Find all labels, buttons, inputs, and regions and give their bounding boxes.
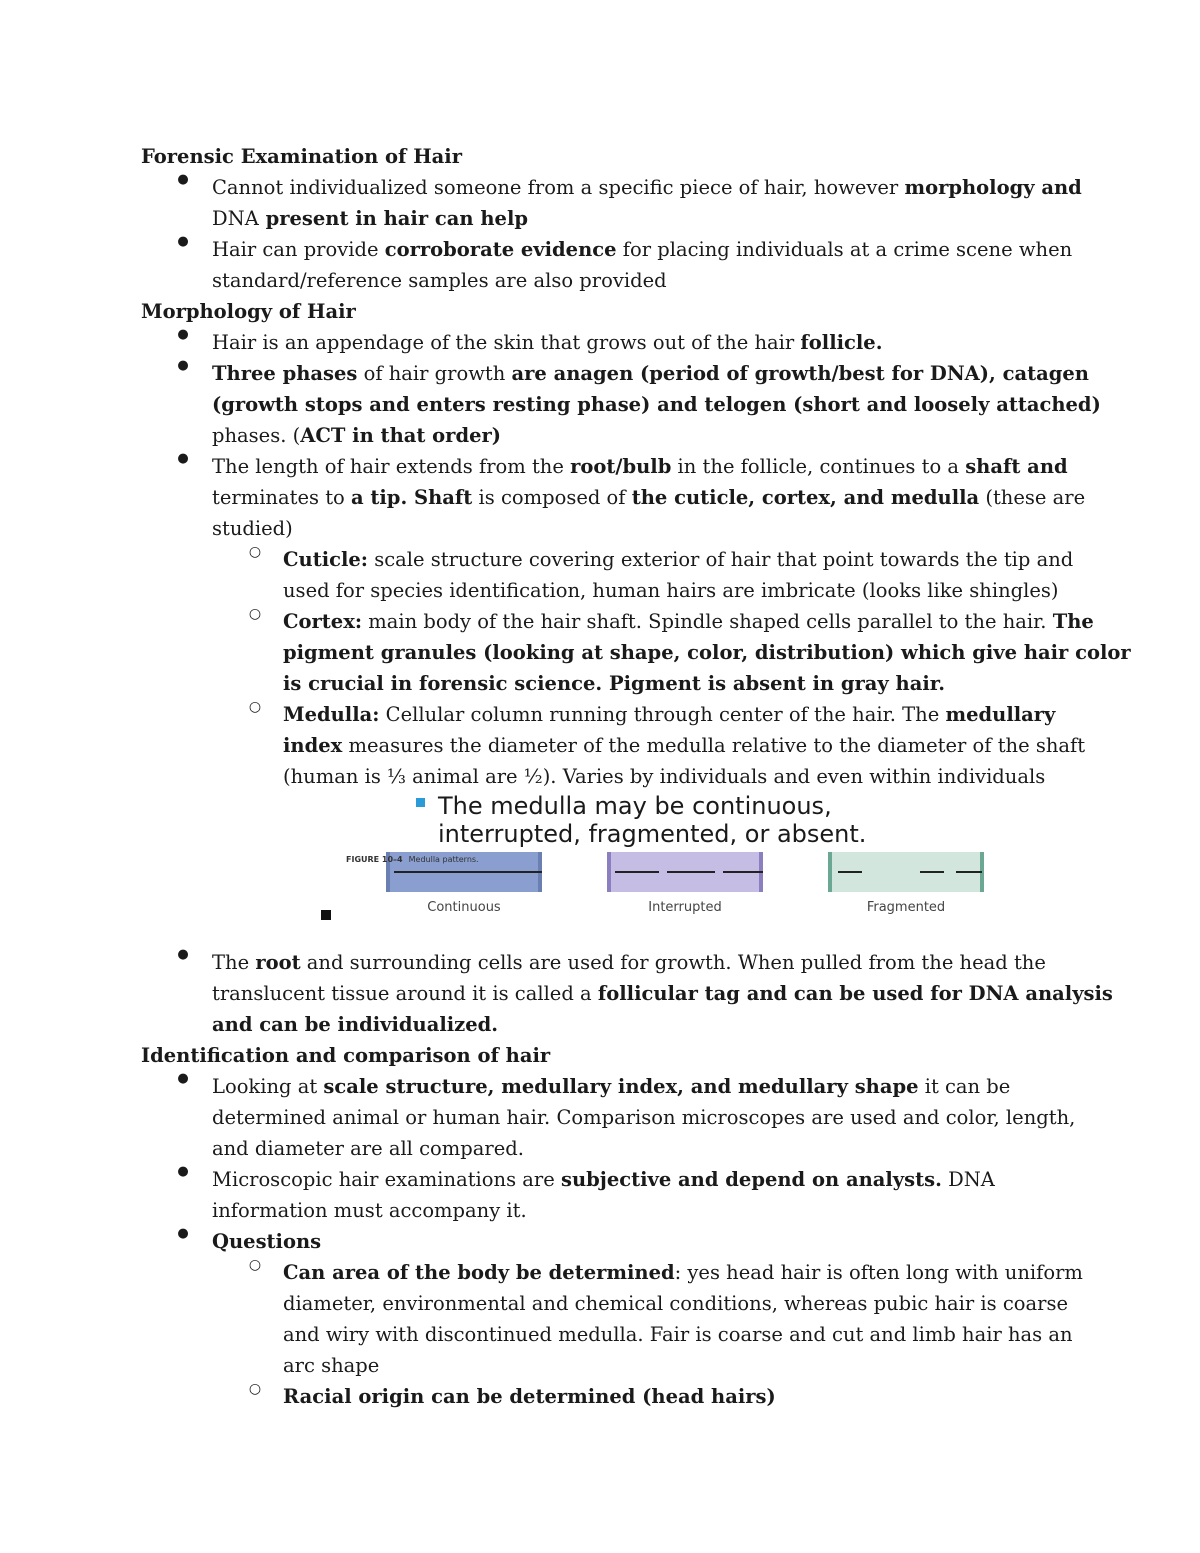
bold-text: present in hair can help (258, 207, 529, 230)
text-line (283, 1319, 1073, 1350)
text-line (212, 1164, 1061, 1195)
medulla-line (394, 871, 542, 873)
medulla-line (920, 871, 944, 873)
figure-title-line: interrupted, fragmented, or absent. (438, 820, 867, 848)
bold-text: pigment granules (looking at shape, color, distribution) which give hair color (283, 641, 1131, 664)
text-run: arc shape (283, 1354, 380, 1377)
bold-text: index (283, 734, 343, 757)
text-run: and wiry with discontinued medulla. Fair is coarse and cut and limb hair has an (283, 1323, 1073, 1346)
text-run: (these are (979, 486, 1086, 509)
sub-list-item (141, 544, 1074, 606)
section-heading: Morphology of Hair (141, 300, 356, 323)
figure-title-line: The medulla may be continuous, (438, 792, 832, 820)
square-bullet-icon (321, 910, 331, 920)
text-line (212, 265, 1061, 296)
text-run: in the follicle, continues to a (671, 455, 966, 478)
medulla-line (956, 871, 982, 873)
text-line (212, 358, 1089, 389)
text-run: for placing individuals at a crime scene when (616, 238, 1073, 261)
bold-text: Medulla: (283, 703, 380, 726)
text-line (212, 1102, 1076, 1133)
bold-text: (growth stops and enters resting phase) and telogen (short and loosely attached) (212, 393, 1101, 416)
title-bullet-icon (416, 798, 425, 807)
caption-number: FIGURE 10–4 (346, 855, 403, 864)
panel-label: Fragmented (866, 900, 946, 915)
bold-text: medullary (945, 703, 1056, 726)
text-run: The (212, 951, 256, 974)
bold-text: Racial origin can be determined (head hairs) (283, 1385, 776, 1408)
figure-image (346, 792, 1006, 932)
text-line (212, 513, 1061, 544)
text-run: phases. ( (212, 424, 301, 447)
text-run: information must accompany it. (212, 1199, 527, 1222)
text-line (212, 420, 1061, 451)
text-line (212, 327, 1061, 358)
bold-text: a tip. Shaft (350, 486, 473, 509)
text-line (212, 1226, 1061, 1257)
panel-label: Interrupted (648, 900, 722, 915)
document-body (141, 141, 1131, 1412)
medulla-panel (607, 852, 763, 892)
medulla-line (838, 871, 862, 873)
section-heading: Identification and comparison of hair (141, 1044, 551, 1067)
text-run: scale structure covering exterior of hair that point towards the tip and (368, 548, 1074, 571)
text-line (212, 1071, 1061, 1102)
text-line (283, 1257, 1083, 1288)
text-line (283, 761, 1061, 792)
bullet-icon: ● (177, 234, 189, 249)
list-item (141, 947, 1113, 1040)
sub-list-item (141, 1257, 1083, 1381)
text-run: Looking at (212, 1075, 324, 1098)
list-item (141, 1164, 1061, 1226)
sub-list-item (141, 1381, 1061, 1412)
medulla-line (723, 871, 763, 873)
bold-text: Can area of the body be determined (283, 1261, 675, 1284)
text-run: used for species identification, human hairs are imbricate (looks like shingles) (283, 579, 1059, 602)
bold-text: Cortex: (283, 610, 363, 633)
text-line (283, 730, 1086, 761)
bullet-icon: ● (177, 451, 189, 466)
figure-caption (346, 855, 479, 864)
text-run: Cellular column running through center of the hair. The (379, 703, 946, 726)
text-line (283, 1350, 1061, 1381)
bold-text: root/bulb (570, 455, 672, 478)
text-run: is composed of (472, 486, 632, 509)
hollow-bullet-icon: ○ (248, 1257, 262, 1273)
text-line (212, 1133, 1061, 1164)
text-run: DNA (941, 1168, 995, 1191)
text-run: standard/reference samples are also provided (212, 269, 667, 292)
text-run: of hair growth (357, 362, 512, 385)
text-line (212, 1009, 1061, 1040)
bullet-icon: ● (177, 947, 189, 962)
text-line (283, 544, 1074, 575)
text-run: main body of the hair shaft. Spindle shaped cells parallel to the hair. (362, 610, 1053, 633)
bullet-icon: ● (177, 1226, 189, 1241)
bullet-icon: ● (177, 358, 189, 373)
text-line (212, 1195, 1061, 1226)
bold-text: follicular tag and can be used for DNA analysis (597, 982, 1113, 1005)
text-run: and surrounding cells are used for growth. When pulled from the head the (300, 951, 1046, 974)
bold-text: ACT in that order) (300, 424, 501, 447)
bold-text: the cuticle, cortex, and medulla (631, 486, 980, 509)
list-item (141, 172, 1082, 234)
text-run: : yes head hair is often long with uniform (674, 1261, 1083, 1284)
text-line (212, 234, 1073, 265)
text-run: DNA (212, 207, 259, 230)
text-run: The length of hair extends from the (212, 455, 571, 478)
bold-text: corroborate evidence (384, 238, 617, 261)
text-line (212, 947, 1061, 978)
bold-text: Three phases (212, 362, 358, 385)
text-run: studied) (212, 517, 293, 540)
bold-text: and can be individualized. (212, 1013, 499, 1036)
text-run: it can be (918, 1075, 1011, 1098)
text-run: Hair can provide (212, 238, 385, 261)
bold-text: morphology and (904, 176, 1082, 199)
bold-text: are anagen (period of growth/best for DNA), catagen (511, 362, 1089, 385)
text-run: Hair is an appendage of the skin that grows out of the hair (212, 331, 801, 354)
bullet-icon: ● (177, 327, 189, 342)
text-line (212, 172, 1082, 203)
list-item (141, 451, 1086, 544)
text-line (212, 389, 1101, 420)
hollow-bullet-icon: ○ (248, 699, 262, 715)
section-heading: Forensic Examination of Hair (141, 145, 462, 168)
hollow-bullet-icon: ○ (248, 1381, 262, 1397)
text-line (283, 606, 1094, 637)
bullet-icon: ● (177, 1164, 189, 1179)
text-line (283, 1288, 1068, 1319)
text-run: and diameter are all compared. (212, 1137, 524, 1160)
figure-title (438, 792, 866, 848)
text-run: Microscopic hair examinations are (212, 1168, 561, 1191)
list-item (141, 1071, 1076, 1164)
bullet-icon: ● (177, 1071, 189, 1086)
bold-text: is crucial in forensic science. Pigment is absent in gray hair. (283, 672, 946, 695)
bold-text: root (255, 951, 301, 974)
list-item (141, 1226, 1061, 1257)
hollow-bullet-icon: ○ (248, 606, 262, 622)
text-run: terminates to (212, 486, 351, 509)
text-line (283, 575, 1061, 606)
text-line (283, 1381, 1061, 1412)
text-run: diameter, environmental and chemical conditions, whereas pubic hair is coarse (283, 1292, 1068, 1315)
medulla-panel (828, 852, 984, 892)
bold-text: Cuticle: (283, 548, 368, 571)
text-run: translucent tissue around it is called a (212, 982, 598, 1005)
bold-text: subjective and depend on analysts. (560, 1168, 942, 1191)
bold-text: scale structure, medullary index, and medullary shape (323, 1075, 919, 1098)
text-line (212, 451, 1068, 482)
text-run: (human is ⅓ animal are ½). Varies by individuals and even within individuals (283, 765, 1046, 788)
hollow-bullet-icon: ○ (248, 544, 262, 560)
text-line (212, 978, 1113, 1009)
bold-text: follicle. (800, 331, 883, 354)
bold-text: The (1052, 610, 1094, 633)
medulla-figure (141, 792, 1061, 947)
bold-text: shaft and (965, 455, 1068, 478)
list-item (141, 327, 1061, 358)
text-run: Cannot individualized someone from a specific piece of hair, however (212, 176, 905, 199)
bold-text: Questions (212, 1230, 322, 1253)
text-line (283, 699, 1061, 730)
medulla-line (667, 871, 715, 873)
medulla-line (615, 871, 659, 873)
bullet-icon: ● (177, 172, 189, 187)
text-line (283, 637, 1131, 668)
text-line (212, 203, 1061, 234)
sub-list-item (141, 699, 1086, 792)
text-run: determined animal or human hair. Comparison microscopes are used and color, length, (212, 1106, 1076, 1129)
text-run: measures the diameter of the medulla relative to the diameter of the shaft (342, 734, 1086, 757)
panel-label: Continuous (427, 900, 501, 915)
text-line (283, 668, 1061, 699)
caption-text: Medulla patterns. (408, 855, 479, 864)
text-line (212, 482, 1086, 513)
list-item (141, 234, 1073, 296)
list-item (141, 358, 1101, 451)
sub-list-item (141, 606, 1131, 699)
